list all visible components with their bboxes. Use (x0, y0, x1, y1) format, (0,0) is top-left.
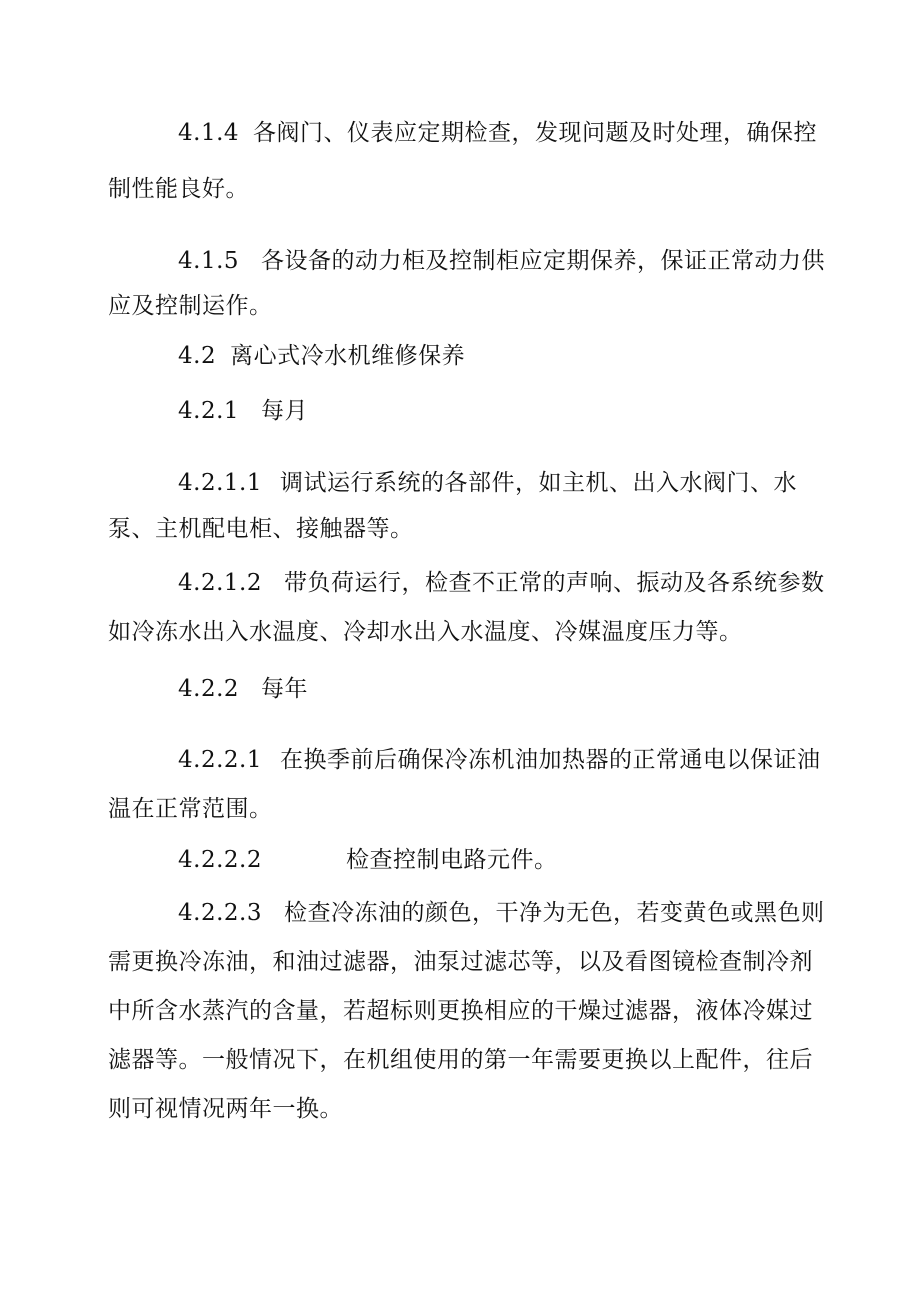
paragraph-4-2-2-2 (178, 845, 557, 875)
paragraph-4-1-5-line-2 (108, 291, 273, 321)
section-number: 4.2.1.2 (178, 570, 262, 596)
paragraph-4-2-1-2-line-2 (108, 617, 743, 647)
paragraph-text: 在换季前后确保冷冻机油加热器的正常通电以保证油 (279, 747, 821, 773)
section-number: 4.2.1 (178, 398, 240, 424)
paragraph-text: 制性能良好。 (108, 176, 249, 202)
paragraph-text: 应及控制运作。 (108, 293, 273, 319)
paragraph-text: 带负荷运行，检查不正常的声响、振动及各系统参数 (283, 570, 825, 596)
section-number: 4.1.4 (178, 120, 240, 146)
paragraph-4-2-1-1-line-1 (178, 468, 797, 498)
paragraph-4-2-2-1-line-2 (108, 794, 273, 824)
paragraph-text: 检查控制电路元件。 (345, 847, 558, 873)
paragraph-text: 则可视情况两年一换。 (108, 1096, 343, 1122)
section-number: 4.2 (178, 343, 217, 369)
heading-text: 离心式冷水机维修保养 (230, 343, 466, 369)
paragraph-4-1-4-line-1 (178, 118, 817, 148)
paragraph-text: 滤器等。一般情况下，在机组使用的第一年需要更换以上配件，往后 (108, 1047, 813, 1073)
paragraph-text: 检查冷冻油的颜色，干净为无色，若变黄色或黑色则 (283, 900, 825, 926)
section-number: 4.2.2.1 (178, 747, 262, 773)
section-heading-4-2-1 (178, 396, 308, 426)
paragraph-text: 如冷冻水出入水温度、冷却水出入水温度、冷媒温度压力等。 (108, 619, 743, 645)
section-heading-4-2 (178, 341, 465, 371)
paragraph-4-2-1-2-line-1 (178, 568, 824, 598)
paragraph-text: 需更换冷冻油，和油过滤器，油泵过滤芯等，以及看图镜检查制冷剂 (108, 949, 813, 975)
paragraph-4-2-2-3-line-5 (108, 1094, 343, 1124)
section-number: 4.2.2.3 (178, 900, 262, 926)
section-number: 4.2.1.1 (178, 470, 262, 496)
paragraph-4-2-2-3-line-2 (108, 947, 813, 977)
section-number: 4.2.2 (178, 676, 240, 702)
paragraph-4-2-2-3-line-4 (108, 1045, 813, 1075)
paragraph-4-2-1-1-line-2 (108, 514, 414, 544)
heading-text: 每月 (261, 398, 309, 424)
section-number: 4.1.5 (178, 248, 240, 274)
heading-text: 每年 (261, 676, 309, 702)
paragraph-4-2-2-1-line-1 (178, 745, 820, 775)
section-heading-4-2-2 (178, 674, 308, 704)
paragraph-text: 调试运行系统的各部件，如主机、出入水阀门、水 (279, 470, 797, 496)
paragraph-4-1-4-line-2 (108, 174, 249, 204)
paragraph-text: 中所含水蒸汽的含量，若超标则更换相应的干燥过滤器，液体冷媒过 (108, 998, 813, 1024)
paragraph-text: 温在正常范围。 (108, 796, 273, 822)
paragraph-text: 各设备的动力柜及控制柜应定期保养，保证正常动力供 (261, 248, 826, 274)
paragraph-4-1-5-line-1 (178, 246, 825, 276)
paragraph-text: 各阀门、仪表应定期检查，发现问题及时处理，确保控 (253, 120, 818, 146)
paragraph-text: 泵、主机配电柜、接触器等。 (108, 516, 414, 542)
section-number: 4.2.2.2 (178, 847, 262, 873)
paragraph-4-2-2-3-line-3 (108, 996, 813, 1026)
paragraph-4-2-2-3-line-1 (178, 898, 824, 928)
